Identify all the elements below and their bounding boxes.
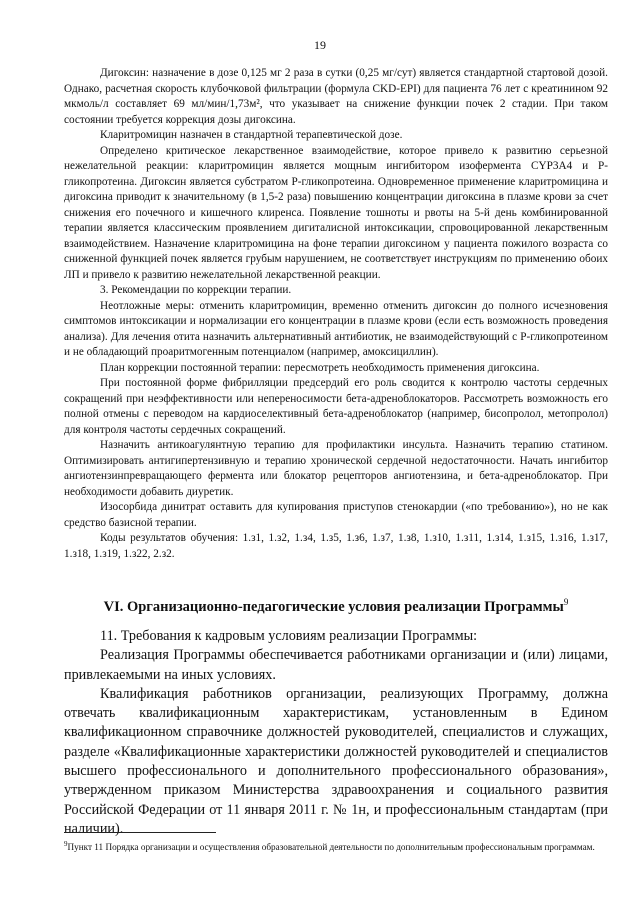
- paragraph-isosorbide: Изосорбида динитрат оставить для купирования приступов стенокардии («по требованию»), но не как средство базисной терапии.: [64, 501, 608, 529]
- paragraph-program-implementation: Реализация Программы обеспечивается работниками организации и (или) лицами, привлекаемыми на иных условиях.: [64, 647, 608, 683]
- paragraph-anticoagulant: Назначить антикоагулянтную терапию для профилактики инсульта. Назначить терапию статином. Оптимизировать антигипертензивную и терапию хронической сердечной недостаточности. Начать ингибитор ангиотензинпревращающего фермента или блокатор рецепторов ангиотензина, и бета-адреноблокатор. При необходимости добавить диуретик.: [64, 439, 608, 498]
- paragraph-digoxin-dose: Дигоксин: назначение в дозе 0,125 мг 2 раза в сутки (0,25 мг/сут) является стандартной стартовой дозой. Однако, расчетная скорость клубочковой фильтрации (формула CKD-EPI) для пациента 76 лет с креатинином 92 мкмоль/л составляет 69 мл/мин/1,73м², что указывает на снижение функции почек 2 стадии. При таком состоянии требуется коррекция дозы дигоксина.: [64, 67, 608, 126]
- paragraph-urgent-measures: Неотложные меры: отменить кларитромицин, временно отменить дигоксин до полного исчезновения симптомов интоксикации и нормализации его концентрации в плазме крови (если есть возможность проведения анализа). Для лечения отита назначить альтернативный антибиотик, не взаимодействующий с P-гликопротеином и не обладающий проаритмогенным потенциалом (например, амоксициллин).: [64, 299, 608, 358]
- footnote-text: Пункт 11 Порядка организации и осуществления образовательной деятельности по дополнительным профессиональным программам.: [67, 842, 595, 853]
- staffing-requirements-text: [64, 627, 608, 839]
- paragraph-clarithromycin-dose: Кларитромицин назначен в стандартной терапевтической дозе.: [100, 129, 403, 141]
- paragraph-recommendations-heading: 3. Рекомендации по коррекции терапии.: [100, 284, 292, 296]
- paragraph-therapy-plan: План коррекции постоянной терапии: пересмотреть необходимость применения дигоксина.: [100, 361, 540, 374]
- paragraph-learning-codes: Коды результатов обучения: 1.з1, 1.з2, 1.з4, 1.з5, 1.з6, 1.з7, 1.з8, 1.з10, 1.з11, 1.з14, 1.з15, 1.з16, 1.з17, 1.з18, 1.з19, 1.з22, 2.з2.: [64, 532, 608, 560]
- paragraph-staffing-heading: 11. Требования к кадровым условиям реализации Программы:: [100, 628, 478, 644]
- paragraph-staff-qualification: Квалификация работников организации, реализующих Программу, должна отвечать квалификационным характеристикам, установленным в Едином квалификационном справочнике должностей руководителей, специалистов и служащих, разделе «Квалификационные характеристики должностей руководителей и специалистов высшего профессионального и дополнительного профессионального образования», утвержденном приказом Министерства здравоохранения и социального развития Российской Федерации от 11 января 2011 г. № 1н, и профессиональным стандартам (при наличии).: [64, 685, 608, 837]
- section-title: [64, 592, 608, 617]
- footnote-mark: 9: [64, 840, 68, 848]
- case-analysis-text: [64, 66, 608, 562]
- paragraph-drug-interaction: Определено критическое лекарственное взаимодействие, которое привело к развитию серьезной нежелательной реакции: кларитромицин является мощным ингибитором изофермента CYP3A4 и P-гликопротеина. Дигоксин является субстратом P-гликопротеина. Одновременное применение кларитромицина и дигоксина приводит к значительному (в 1,5-2 раза) повышению концентрации дигоксина в плазме крови за счет снижения его почечного и кишечного клиренса. Появление тошноты и рвоты на 5-й день комбинированной терапии является классическим проявлением дигиталисной интоксикации, спровоцированной лекарственным взаимодействием. Назначение кларитромицина на фоне терапии дигоксином у пациента пожилого возраста со сниженной функцией почек является грубым нарушением, не соответствует инструкциям по применению обоих ЛП и привело к развитию нежелательной лекарственной реакции.: [64, 144, 608, 281]
- footnote-divider: [64, 832, 216, 833]
- page-number: 19: [314, 38, 326, 52]
- section-title-text: VI. Организационно-педагогические условия реализации Программы: [103, 598, 564, 615]
- section-footnote-mark: 9: [563, 597, 569, 607]
- paragraph-atrial-fibrillation: При постоянной форме фибрилляции предсердий его роль сводится к контролю частоты сердечных сокращений при неэффективности или непереносимости бета-адреноблокаторов. Рассмотреть возможность его полной отмены с переводом на кардиоселективный бета-адреноблокатор (например, бисопролол, метопролол) для контроля частоты сердечных сокращений.: [64, 377, 608, 436]
- footnote: [64, 838, 608, 854]
